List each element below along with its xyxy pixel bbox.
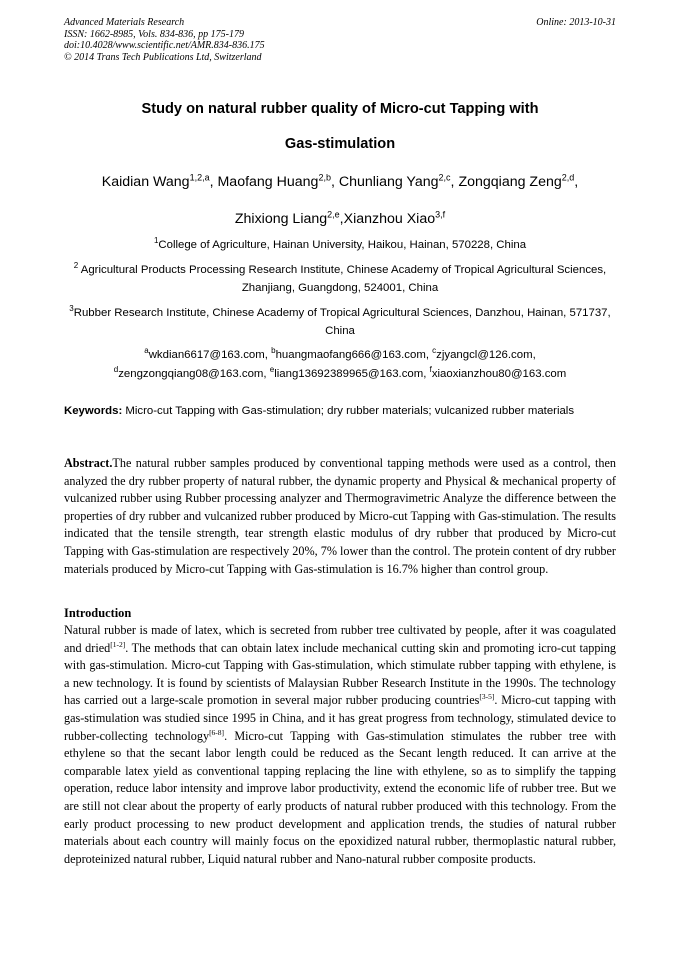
journal-copyright: © 2014 Trans Tech Publications Ltd, Switzerland: [64, 51, 262, 63]
affil-text: Rubber Research Institute, Chinese Academy of Tropical Agricultural Sciences, Danzhou, Hainan, 571737, China: [73, 307, 611, 337]
author-sep: ,: [339, 211, 344, 227]
author-sep: ,: [330, 174, 339, 190]
author-name: Zongqiang Zeng: [458, 174, 562, 190]
intro-text: Natural rubber is made of latex, which is secreted from rubber tree cultivated by people, after it was coagulated and dried: [64, 623, 616, 655]
journal-name: Advanced Materials Research: [64, 17, 185, 28]
email-line-2: [64, 365, 616, 384]
author-affil-sup: 2,d: [561, 172, 575, 183]
paper-title: [64, 92, 616, 162]
email-link[interactable]: zengzongqiang08@163.com: [118, 368, 264, 380]
email-sup: f: [429, 365, 432, 375]
author-name: Kaidian Wang: [101, 174, 190, 190]
affil-sup: 2: [73, 261, 79, 271]
email-list: [64, 346, 616, 384]
author-list: [44, 164, 636, 238]
abstract: [64, 455, 616, 578]
author-line-1: [44, 164, 636, 201]
author-affil-sup: 2,c: [438, 172, 451, 183]
email-sep: ,: [263, 368, 270, 380]
affiliation-2: [64, 261, 616, 297]
intro-text: . Micro-cut tapping with gas-stimulation was studied since 1995 in China, and it has great progress from technology, stimulated device to rubber-collecting technology: [64, 693, 616, 743]
keywords: [64, 402, 616, 420]
author-name: Maofang Huang: [217, 174, 319, 190]
email-sep: ,: [425, 349, 433, 361]
author-sep: ,: [450, 174, 459, 190]
affiliation-1: [64, 236, 616, 254]
email-sup: b: [271, 346, 276, 356]
author-sep: ,: [574, 174, 579, 190]
affil-text: College of Agriculture, Hainan University, Haikou, Hainan, 570228, China: [158, 239, 527, 251]
intro-text: . Micro-cut Tapping with Gas-stimulation stimulates the rubber tree with ethylene so that the secant labor length could be reduced as the Secant length reduced. It can arrive at the comparable latex yield as conventional tapping replacing the line with ethylene, so as to simplify the tapping operation, reduce labor intensity and improve labor productivity, extend the economic life of rubber tree. But we are still not clear about the property of early products of natural rubber produced with this technology. From the early product processing to new product development and application trends, the studies of natural rubber materials about each country will mainly focus on the epoxidized natural rubber, thermoplastic natural rubber, deproteinized natural rubber, Liquid natural rubber and Nano-natural rubber composite products.: [64, 728, 616, 866]
journal-issn: ISSN: 1662-8985, Vols. 834-836, pp 175-179: [64, 28, 244, 40]
email-sep: ,: [532, 349, 536, 361]
author-sep: ,: [209, 174, 218, 190]
author-line-2: [44, 201, 636, 238]
citation[interactable]: [6-8]: [209, 727, 225, 737]
author-affil-sup: 1,2,a: [189, 172, 210, 183]
email-sup: d: [113, 365, 119, 375]
introduction-heading: Introduction: [64, 606, 132, 620]
affil-text: Agricultural Products Processing Research Institute, Chinese Academy of Tropical Agricultural Sciences, Zhanjiang, Guangdong, 524001, China: [78, 264, 607, 294]
abstract-label: Abstract.: [64, 456, 113, 470]
citation[interactable]: [3-5]: [479, 692, 495, 702]
title-line-2: Gas-stimulation: [284, 136, 396, 152]
journal-doi: doi:10.4028/www.scientific.net/AMR.834-836.175: [64, 40, 265, 52]
online-date: Online: 2013-10-31: [536, 17, 616, 28]
introduction-paragraph: [64, 622, 616, 868]
email-link[interactable]: huangmaofang666@163.com: [275, 349, 426, 361]
email-sep: ,: [423, 368, 430, 380]
affil-sup: 1: [153, 236, 159, 246]
intro-text: . The methods that can obtain latex include mechanical cutting skin and promoting icro-cut tapping with gas-stimulation. Micro-cut Tapping with Gas-stimulation, which stimulate rubber tapping with ethylene, is a new technology. It is found by scientists of Malaysian Rubber Research Institute in the 1990s. The technology has carried out a large-scale promotion in several major rubber producing countries: [64, 640, 617, 708]
author-affil-sup: 2,b: [318, 172, 331, 183]
email-line-1: [64, 346, 616, 365]
citation[interactable]: [1-2]: [110, 639, 126, 649]
affiliation-3: [64, 304, 616, 340]
abstract-text: The natural rubber samples produced by conventional tapping methods were used as a control, then analyzed the dry rubber property of natural rubber, the dynamic property and Physical & mechanical property of vulcanized rubber using Rubber processing analyzer and Thermogravimetric Analyze the difference between the properties of dry rubber and vulcanized rubber produced by Micro-cut Tapping with Gas-stimulation. The results indicated that the tensile strength, tear strength elastic modulus of dry rubber that produced by Micro-cut Tapping with Gas-stimulation are respectively 20%, 7% lower than the control. The protein content of dry rubber materials produced by Micro-cut Tapping with Gas-stimulation is 16.7% higher than control group.: [64, 456, 616, 576]
email-link[interactable]: liang13692389965@163.com: [274, 368, 424, 380]
title-line-1: Study on natural rubber quality of Micro-cut Tapping with: [141, 101, 539, 117]
email-link[interactable]: xiaoxianzhou80@163.com: [431, 368, 567, 380]
affil-sup: 3: [69, 304, 74, 314]
email-sup: e: [269, 365, 275, 375]
author-name: Xianzhou Xiao: [343, 211, 436, 227]
journal-header: [64, 17, 616, 63]
email-sup: a: [144, 346, 149, 356]
keywords-text: Micro-cut Tapping with Gas-stimulation; dry rubber materials; vulcanized rubber materials: [122, 405, 575, 417]
author-name: Zhixiong Liang: [234, 211, 328, 227]
keywords-label: Keywords:: [64, 405, 123, 417]
email-sup: c: [432, 346, 437, 356]
author-name: Chunliang Yang: [338, 174, 439, 190]
author-affil-sup: 2,e: [327, 209, 340, 220]
author-affil-sup: 3,f: [435, 209, 446, 220]
email-link[interactable]: zjyangcl@126.com: [436, 349, 533, 361]
email-sep: ,: [264, 349, 272, 361]
email-link[interactable]: wkdian6617@163.com: [148, 349, 265, 361]
